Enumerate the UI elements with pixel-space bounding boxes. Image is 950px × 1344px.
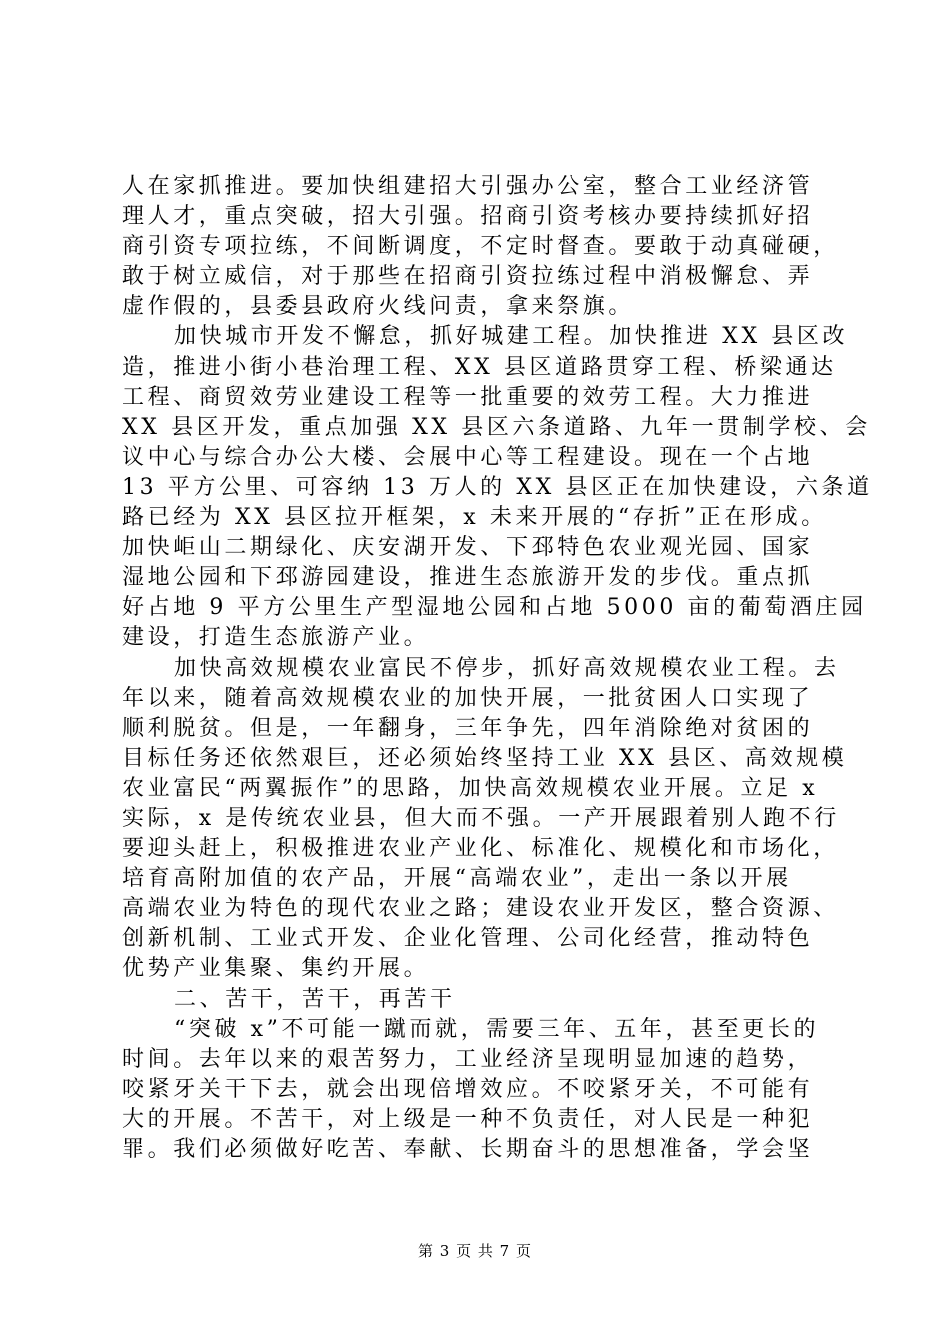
text-line: 优势产业集聚、集约开展。 <box>122 956 430 982</box>
text-line: 顺利脱贫。但是，一年翻身，三年争先，四年消除绝对贫困的 <box>122 715 814 741</box>
text-line: 商引资专项拉练，不间断调度，不定时督查。要敢于动真碰硬， <box>122 234 839 260</box>
text-line: “突破 x”不可能一蹴而就，需要三年、五年，甚至更长的 <box>174 1016 820 1042</box>
text-line: 加快岠山二期绿化、庆安湖开发、下邳特色农业观光园、国家 <box>122 535 814 561</box>
text-line: 13 平方公里、可容纳 13 万人的 XX 县区正在加快建设，六条道 <box>122 474 873 500</box>
text-line: 时间。去年以来的艰苦努力，工业经济呈现明显加速的趋势， <box>122 1046 814 1072</box>
text-line: 二、苦干，苦干，再苦干 <box>174 986 456 1012</box>
text-line: 高端农业为特色的现代农业之路；建设农业开发区，整合资源、 <box>122 896 839 922</box>
text-line: 创新机制、工业式开发、企业化管理、公司化经营，推动特色 <box>122 926 814 952</box>
text-line: 议中心与综合办公大楼、会展中心等工程建设。现在一个占地 <box>122 444 814 470</box>
text-line: 大的开展。不苦干，对上级是一种不负责任，对人民是一种犯 <box>122 1106 814 1132</box>
page-number-indicator: 第 3 页 共 7 页 <box>418 1242 532 1260</box>
page-footer <box>0 1240 950 1261</box>
text-line: 要迎头赶上，积极推进农业产业化、标准化、规模化和市场化， <box>122 836 839 862</box>
text-line: 实际，x 是传统农业县，但大而不强。一产开展跟着别人跑不行 <box>122 805 840 831</box>
text-line: 加快城市开发不懈怠，抓好城建工程。加快推进 XX 县区改 <box>174 324 849 350</box>
text-line: 罪。我们必须做好吃苦、奉献、长期奋斗的思想准备，学会坚 <box>122 1137 814 1162</box>
text-line: 好占地 9 平方公里生产型湿地公园和占地 5000 亩的葡萄酒庄园 <box>122 595 867 621</box>
text-line: 湿地公园和下邳游园建设，推进生态旅游开发的步伐。重点抓 <box>122 565 814 591</box>
text-line: 工程、商贸效劳业建设工程等一批重要的效劳工程。大力推进 <box>122 384 814 410</box>
text-line: 农业富民“两翼振作”的思路，加快高效规模农业开展。立足 x <box>122 775 819 801</box>
text-line: 建设，打造生态旅游产业。 <box>122 625 430 651</box>
text-line: 造，推进小街小巷治理工程、XX 县区道路贯穿工程、桥梁通达 <box>122 354 837 380</box>
text-line: 人在家抓推进。要加快组建招大引强办公室，整合工业经济管 <box>122 174 814 199</box>
text-line: 理人才，重点突破，招大引强。招商引资考核办要持续抓好招 <box>122 204 814 230</box>
text-line: 培育高附加值的农产品，开展“高端农业”，走出一条以开展 <box>122 866 792 892</box>
text-line: 目标任务还依然艰巨，还必须始终坚持工业 XX 县区、高效规模 <box>122 745 848 771</box>
text-line: 咬紧牙关干下去，就会出现倍增效应。不咬紧牙关，不可能有 <box>122 1076 814 1102</box>
text-line: 年以来，随着高效规模农业的加快开展，一批贫困人口实现了 <box>122 685 814 711</box>
text-line: 敢于树立威信，对于那些在招商引资拉练过程中消极懈怠、弄 <box>122 264 814 290</box>
text-line: XX 县区开发，重点加强 XX 县区六条道路、九年一贯制学校、会 <box>122 414 871 440</box>
text-line: 加快高效规模农业富民不停步，抓好高效规模农业工程。去 <box>174 655 840 681</box>
text-line: 虚作假的，县委县政府火线问责，拿来祭旗。 <box>122 294 635 320</box>
text-line: 路已经为 XX 县区拉开框架，x 未来开展的“存折”正在形成。 <box>122 505 827 531</box>
document-body <box>122 172 873 1165</box>
